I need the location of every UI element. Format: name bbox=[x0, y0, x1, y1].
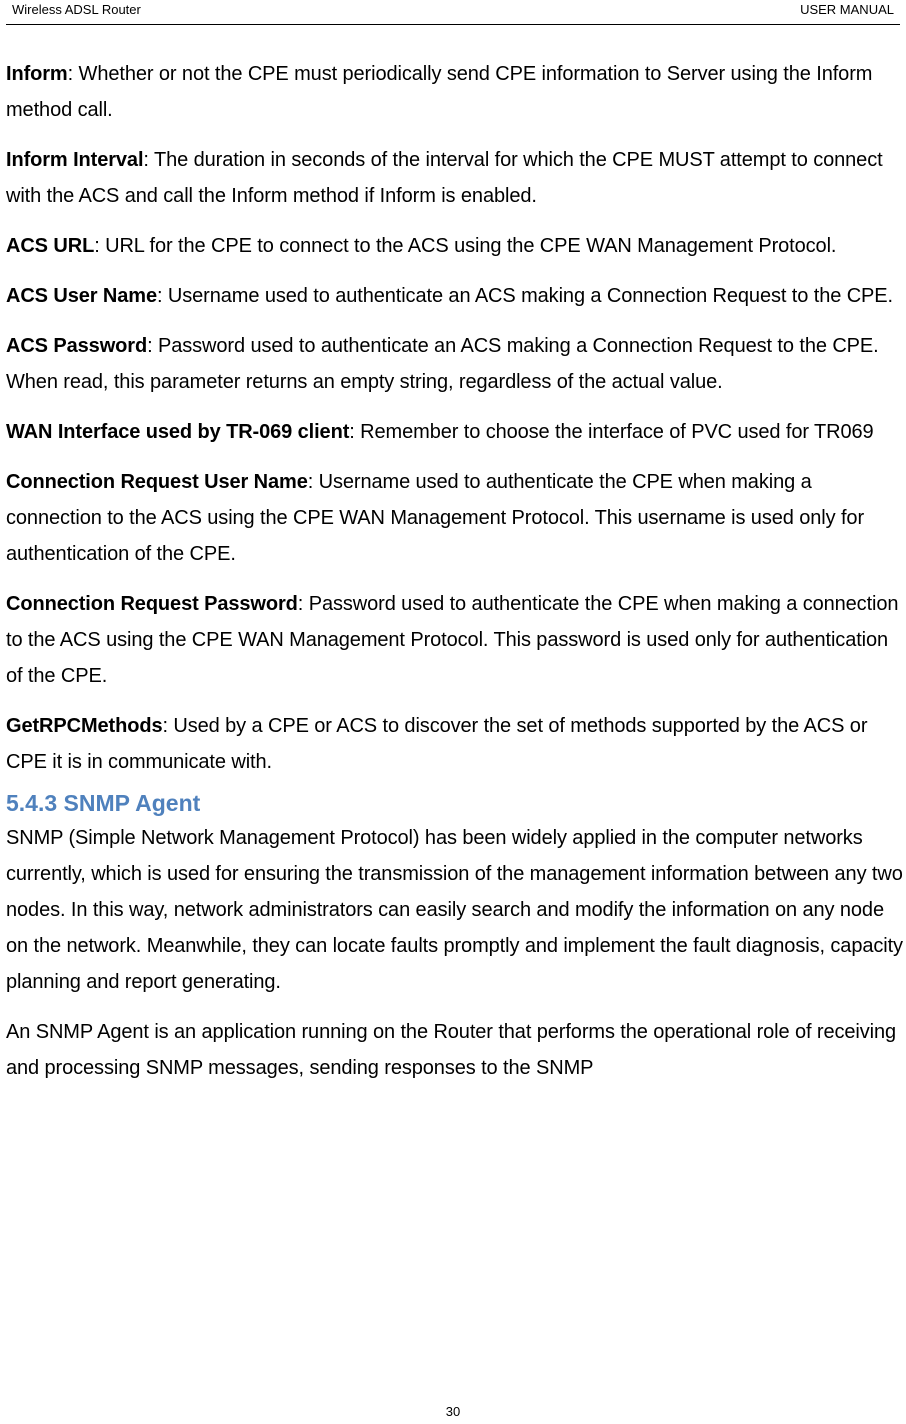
definition-connection-request-user-name bbox=[6, 464, 906, 572]
definition-text: : Remember to choose the interface of PVC used for TR069 bbox=[349, 421, 874, 443]
definition-term: ACS Password bbox=[6, 335, 148, 357]
definition-text: : Username used to authenticate an ACS making a Connection Request to the CPE. bbox=[157, 285, 893, 307]
definition-text: : Password used to authenticate the CPE when making a connection to the ACS using the CPE WAN Management Protocol. This password is used only for authentication of the CPE. bbox=[6, 593, 899, 687]
definition-acs-user-name bbox=[6, 278, 906, 314]
definition-getrpcmethods bbox=[6, 708, 906, 780]
definition-term: Connection Request Password bbox=[6, 593, 298, 615]
header-product-name: Wireless ADSL Router bbox=[12, 2, 141, 17]
definition-term: WAN Interface used by TR-069 client bbox=[6, 421, 350, 443]
page-header bbox=[6, 0, 900, 25]
definition-inform bbox=[6, 56, 906, 128]
definition-text: : The duration in seconds of the interval for which the CPE MUST attempt to connect with the ACS and call the Inform method if Inform is enabled. bbox=[6, 149, 883, 207]
definition-term: Connection Request User Name bbox=[6, 471, 308, 493]
definition-term: GetRPCMethods bbox=[6, 715, 163, 737]
definition-term: ACS User Name bbox=[6, 285, 157, 307]
definition-text: : Username used to authenticate the CPE when making a connection to the ACS using the CPE WAN Management Protocol. This username is used only for authentication of the CPE. bbox=[6, 471, 865, 565]
definition-connection-request-password bbox=[6, 586, 906, 694]
definition-text: : URL for the CPE to connect to the ACS using the CPE WAN Management Protocol. bbox=[94, 235, 837, 257]
section-paragraph: SNMP (Simple Network Management Protocol) has been widely applied in the computer networks currently, which is used for ensuring the transmission of the management information between any two nodes. In this way, network administrators can easily search and modify the information on any node on the network. Meanwhile, they can locate faults promptly and implement the fault diagnosis, capacity planning and report generating. bbox=[6, 827, 903, 993]
definition-acs-password bbox=[6, 328, 906, 400]
definition-text: : Used by a CPE or ACS to discover the set of methods supported by the ACS or CPE it is in communicate with. bbox=[6, 715, 868, 773]
page-number: 30 bbox=[445, 1404, 461, 1419]
definition-term: Inform bbox=[6, 63, 68, 85]
definition-inform-interval bbox=[6, 142, 906, 214]
definition-term: ACS URL bbox=[6, 235, 95, 257]
definition-term: Inform Interval bbox=[6, 149, 144, 171]
page-content bbox=[6, 56, 906, 1100]
section-paragraph: An SNMP Agent is an application running on the Router that performs the operational role of receiving and processing SNMP messages, sending responses to the SNMP bbox=[6, 1021, 897, 1079]
definition-wan-interface bbox=[6, 414, 906, 450]
definition-text: : Whether or not the CPE must periodically send CPE information to Server using the Inform method call. bbox=[6, 63, 873, 121]
section-heading: 5.4.3 SNMP Agent bbox=[6, 790, 201, 816]
header-manual-label: USER MANUAL bbox=[800, 2, 894, 17]
definition-text: : Password used to authenticate an ACS making a Connection Request to the CPE. When read, this parameter returns an empty string, regardless of the actual value. bbox=[6, 335, 879, 393]
definition-acs-url bbox=[6, 228, 906, 264]
